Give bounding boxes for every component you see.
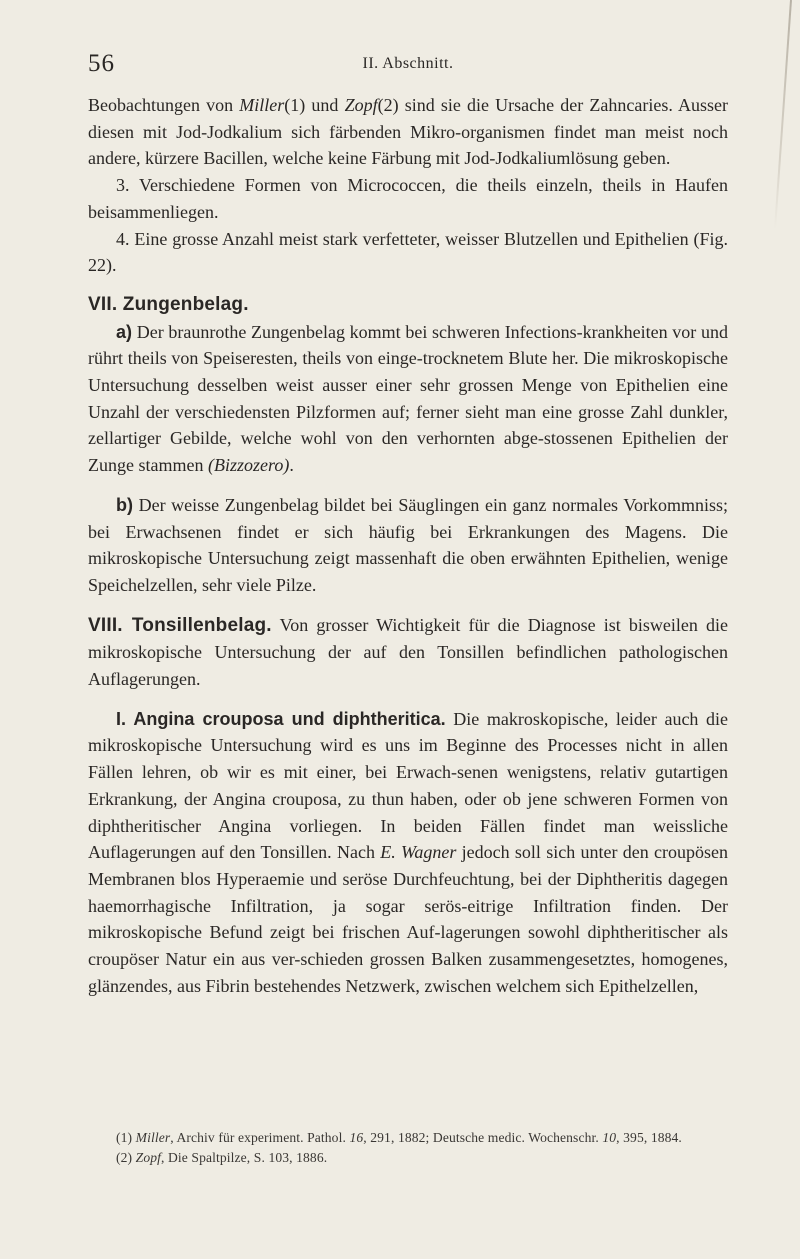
author-miller: Miller (239, 95, 285, 115)
section-heading-zungenbelag: VII. Zungenbelag. (88, 293, 249, 315)
paragraph-b: b) Der weisse Zungenbelag bildet bei Säuglingen ein ganz normales Vorkommniss; bei Erwachsenen findet er sich häufig bei Erkrankungen des Magens. Die mikroskopische Untersuchung zeigt massenhaft die oben erwähnten Epithelien, wenige Speichelzellen, sehr viele Pilze. (88, 494, 728, 595)
running-title: II. Abschnitt. (362, 55, 454, 72)
footnotes (88, 1128, 728, 1168)
paragraph-miller-zopf: Beobachtungen von Miller(1) und Zopf(2) sind sie die Ursache der Zahncaries. Ausser diesen mit Jod-Jodkalium sich färbenden Mikro-organismen findet man meist noch andere, kürzere Bacillen, welche keine Färbung mit Jod-Jodkaliumlösung geben. (88, 95, 728, 169)
paragraph-a: a) Der braunrothe Zungenbelag kommt bei schweren Infections-krankheiten vor und rührt theils von Speiseresten, theils von einge-trocknetem Blute her. Die mikroskopische Untersuchung desselben weist ausser einer sehr grossen Menge von Epithelien eine Unzahl der verschiedensten Pilzformen auf; ferner sieht man eine grosse Zahl dunkler, zellartiger Gebilde, welche wohl von den verhornten abge-stossenen Epithelien der Zunge stammen (Bizzozero). (88, 321, 728, 476)
adjacent-page-edge (774, 0, 792, 230)
section-tonsillenbelag: VIII. Tonsillenbelag. Von grosser Wichtigkeit für die Diagnose ist bisweilen die mikroskopische Untersuchung der auf den Tonsillen befindlichen pathologischen Auflagerungen. (88, 614, 728, 690)
list-item-3: 3. Verschiedene Formen von Micrococcen, die theils einzeln, theils in Haufen beisammenliegen. (88, 175, 728, 222)
section-heading-tonsillenbelag: VIII. Tonsillenbelag (88, 614, 267, 636)
footnote-2: (2) Zopf, Die Spaltpilze, S. 103, 1886. (116, 1150, 328, 1165)
page-header (88, 50, 728, 80)
ref-bizzozero: (Bizzozero) (207, 455, 290, 476)
label-angina: I. Angina crouposa und diphtheritica. (116, 708, 446, 729)
label-a: a) (116, 321, 133, 342)
author-zopf: Zopf (344, 95, 378, 115)
main-text (88, 92, 728, 1000)
paragraph-angina: I. Angina crouposa und diphtheritica. Die makroskopische, leider auch die mikroskopische Untersuchung wird es uns im Beginne des Processes nicht in allen Fällen lehren, ob wir es mit einer, bei Erwach-senen wenigstens, relativ gutartigen Erkrankung, der Angina crouposa, zu thun haben, oder ob jene schweren Formen von diphtheritischer Angina vorliegen. In beiden Fällen findet man weissliche Auflagerungen auf den Tonsillen. Nach E. Wagner jedoch soll sich unter den croupösen Membranen blos Hyperaemie und seröse Durchfeuchtung, bei der Diphtheritis dagegen haemorrhagische Infiltration, ja sogar serös-eitrige Infiltration finden. Der mikroskopische Befund zeigt bei frischen Auf-lagerungen sowohl diphtheritischer als croupöser Natur ein aus ver-schieden grossen Balken zusammengesetztes, homogenes, glänzendes, aus Fibrin bestehendes Netzwerk, zwischen welchem sich Epithelzellen, (88, 708, 729, 996)
page-number: 56 (88, 50, 115, 77)
list-item-4: 4. Eine grosse Anzahl meist stark verfetteter, weisser Blutzellen und Epithelien (Fig. 22). (88, 228, 728, 276)
author-wagner: E. Wagner (380, 842, 457, 863)
footnote-1: (1) Miller, Archiv für experiment. Pathol. 16, 291, 1882; Deutsche medic. Wochenschr. 10, 395, 1884. (116, 1130, 682, 1145)
label-b: b) (116, 494, 133, 515)
